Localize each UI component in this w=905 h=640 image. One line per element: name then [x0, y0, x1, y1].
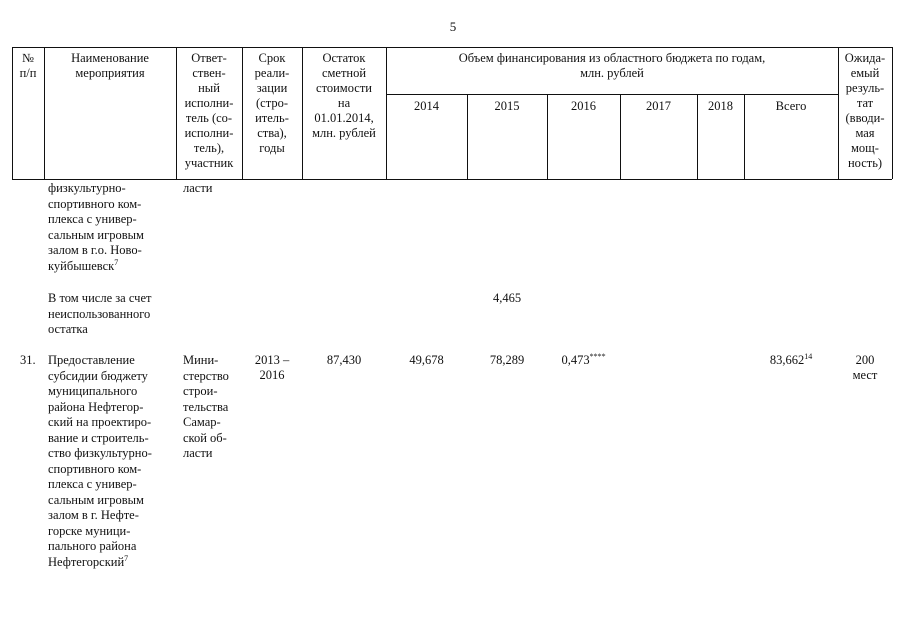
- header-year-2016: 2016: [571, 99, 596, 113]
- row-31-value-2015: 78,289: [489, 353, 525, 367]
- subrow-label: В том числе за счет неиспользованного остатка: [48, 291, 152, 336]
- row-31-value-2014: 49,678: [409, 353, 444, 367]
- row-31-remaining-cost: 87,430: [326, 353, 362, 367]
- header-col-remaining-cost: Остаток сметной стоимости на 01.01.2014, млн. рублей: [312, 51, 376, 140]
- continued-row-responsible: ласти: [183, 181, 213, 195]
- continued-row-name: физкультурно- спортивного ком- плекса с универ- сальным игровым залом в г.о. Ново- куйбышевск$^7$: [48, 181, 144, 273]
- row-31-result: 200 мест: [852, 353, 878, 382]
- years-separator: [386, 94, 838, 95]
- row-31-name: Предоставление субсидии бюджету муниципального района Нефтегор- ский на проектиро- вание и строитель- ство физкультурно- спортивного ком- плекса с универ- сальным игровым залом в г. Нефте- горске муници- пального района Нефтегорский$^7$: [48, 353, 152, 569]
- header-bottom-border: [12, 179, 892, 180]
- row-31-total: 83,662$^{14}$: [769, 351, 813, 367]
- row-31-value-2016: 0,473****: [561, 351, 606, 367]
- row-31-term: 2013 – 2016: [254, 353, 290, 382]
- footnote-mark: ****: [589, 351, 606, 361]
- footnote-mark: 14: [804, 351, 813, 361]
- header-year-2014: 2014: [414, 99, 439, 113]
- header-col-responsible: Ответ- ствен- ный исполни- тель (со- исполни- тель), участник: [184, 51, 234, 170]
- footnote-mark: 7: [114, 257, 119, 267]
- header-top-border: [12, 47, 892, 48]
- row-31-responsible: Мини- стерство строи- тельства Самар- ской об- ласти: [183, 353, 229, 460]
- header-col-funding: Объем финансирования из областного бюджета по годам, млн. рублей: [458, 51, 766, 80]
- header-year-2015: 2015: [494, 99, 520, 113]
- row-31-number: 31.: [20, 353, 36, 367]
- subrow-value-2015: 4,465: [492, 291, 522, 305]
- header-year-2017: 2017: [646, 99, 671, 113]
- header-col-name: Наименование мероприятия: [71, 51, 149, 80]
- footnote-mark: 7: [124, 553, 129, 563]
- page-number: 5: [449, 19, 457, 34]
- header-col-term: Срок реали- зации (стро- итель- ства), годы: [254, 51, 290, 155]
- header-total: Всего: [775, 99, 807, 113]
- header-col-result: Ожида- емый резуль- тат (вводи- мая мощ- ность): [844, 51, 886, 170]
- header-col-number: № п/п: [19, 51, 37, 80]
- header-year-2018: 2018: [708, 99, 733, 113]
